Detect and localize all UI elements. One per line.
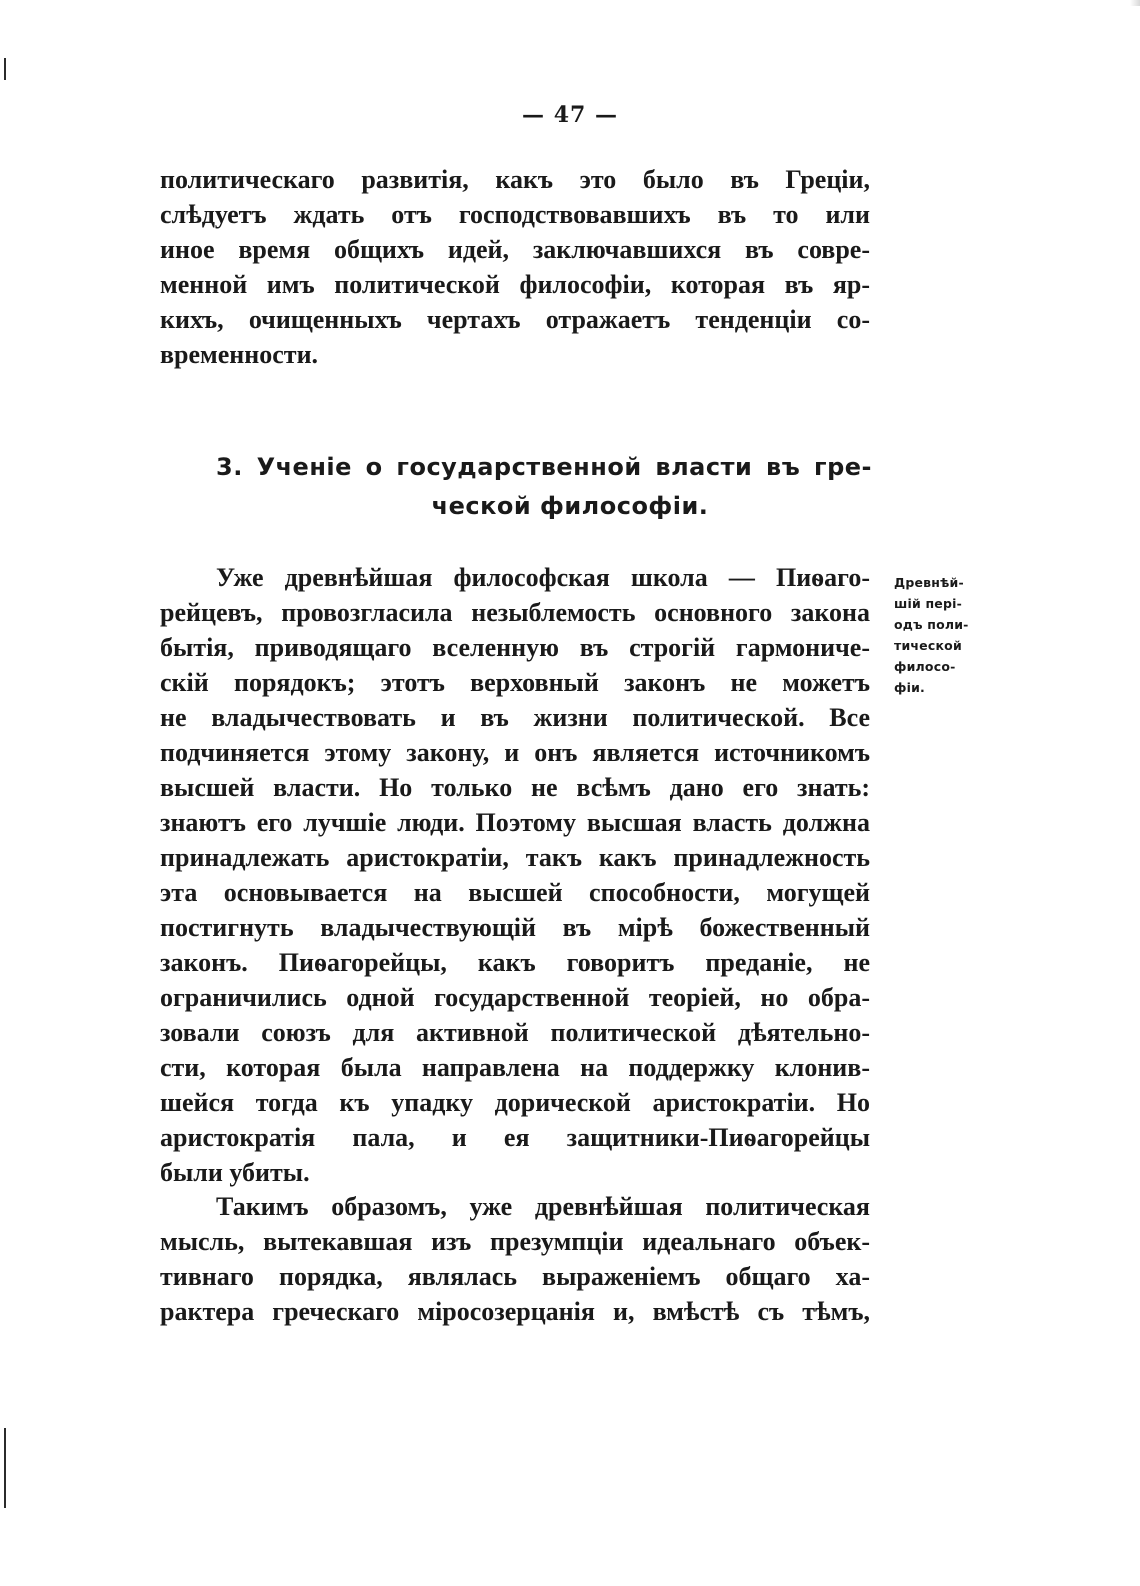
text-line: принадлежать аристократіи, такъ какъ принадлежность [160, 843, 870, 872]
text-line: не владычествовать и въ жизни политической. Все [160, 703, 870, 732]
text-line: политическаго развитія, какъ это было въ Греціи, [160, 165, 870, 194]
margin-note [894, 572, 994, 698]
margin-note-line: одъ поли- [894, 617, 969, 632]
scan-edge-mark-bottom [4, 1428, 6, 1508]
text-line: законъ. Пиѳагорейцы, какъ говоритъ преданіе, не [160, 948, 870, 977]
margin-note-line: тической [894, 638, 962, 653]
margin-note-line: филосо- [894, 659, 956, 674]
text-line: сти, которая была направлена на поддержку клонив- [160, 1053, 870, 1082]
text-line: эта основывается на высшей способности, могущей [160, 878, 870, 907]
text-line: рейцевъ, провозгласила незыблемость основного закона [160, 598, 870, 627]
text-line: рактера греческаго міросозерцанія и, вмѣстѣ съ тѣмъ, [160, 1297, 870, 1326]
text-line: Такимъ образомъ, уже древнѣйшая политическая [216, 1192, 870, 1221]
section-heading-line: ческой философіи. [431, 492, 709, 520]
text-line: ограничились одной государственной теоріей, но обра- [160, 983, 870, 1012]
text-line: слѣдуетъ ждать отъ господствовавшихъ въ то или [160, 200, 870, 229]
text-line: бытія, приводящаго вселенную въ строгій гармониче- [160, 633, 870, 662]
scan-corner-shadow [1130, 0, 1140, 6]
margin-note-line: Древнѣй- [894, 575, 964, 590]
text-line: кихъ, очищенныхъ чертахъ отражаетъ тенденціи со- [160, 305, 870, 334]
text-line: скій порядокъ; этотъ верховный законъ не можетъ [160, 668, 870, 697]
margin-note-line: шій пері- [894, 596, 963, 611]
text-line: иное время общихъ идей, заключавшихся въ совре- [160, 235, 870, 264]
text-line: мысль, вытекавшая изъ презумпціи идеальнаго объек- [160, 1227, 870, 1256]
text-line: Уже древнѣйшая философская школа — Пиѳаго- [216, 563, 870, 592]
text-line: зовали союзъ для активной политической дѣятельно- [160, 1018, 870, 1047]
text-line: постигнуть владычествующій въ мірѣ божественный [160, 913, 870, 942]
text-line: высшей власти. Но только не всѣмъ дано его знать: [160, 773, 870, 802]
page-number: — 47 — [522, 102, 618, 128]
text-line: шейся тогда къ упадку дорической аристократіи. Но [160, 1088, 870, 1117]
text-line: менной имъ политической философіи, которая въ яр- [160, 270, 870, 299]
text-line: тивнаго порядка, являлась выраженіемъ общаго ха- [160, 1262, 870, 1291]
text-line: знаютъ его лучшіе люди. Поэтому высшая власть должна [160, 808, 870, 837]
text-line: временности. [160, 340, 319, 369]
text-line: аристократія пала, и ея защитники-Пиѳагорейцы [160, 1123, 870, 1152]
text-line: были убиты. [160, 1158, 310, 1187]
text-line: подчиняется этому закону, и онъ является источникомъ [160, 738, 870, 767]
section-heading-line: 3. Ученіе о государственной власти въ гре- [216, 453, 872, 481]
scan-edge-mark-top [4, 58, 6, 80]
margin-note-line: фіи. [894, 680, 925, 695]
